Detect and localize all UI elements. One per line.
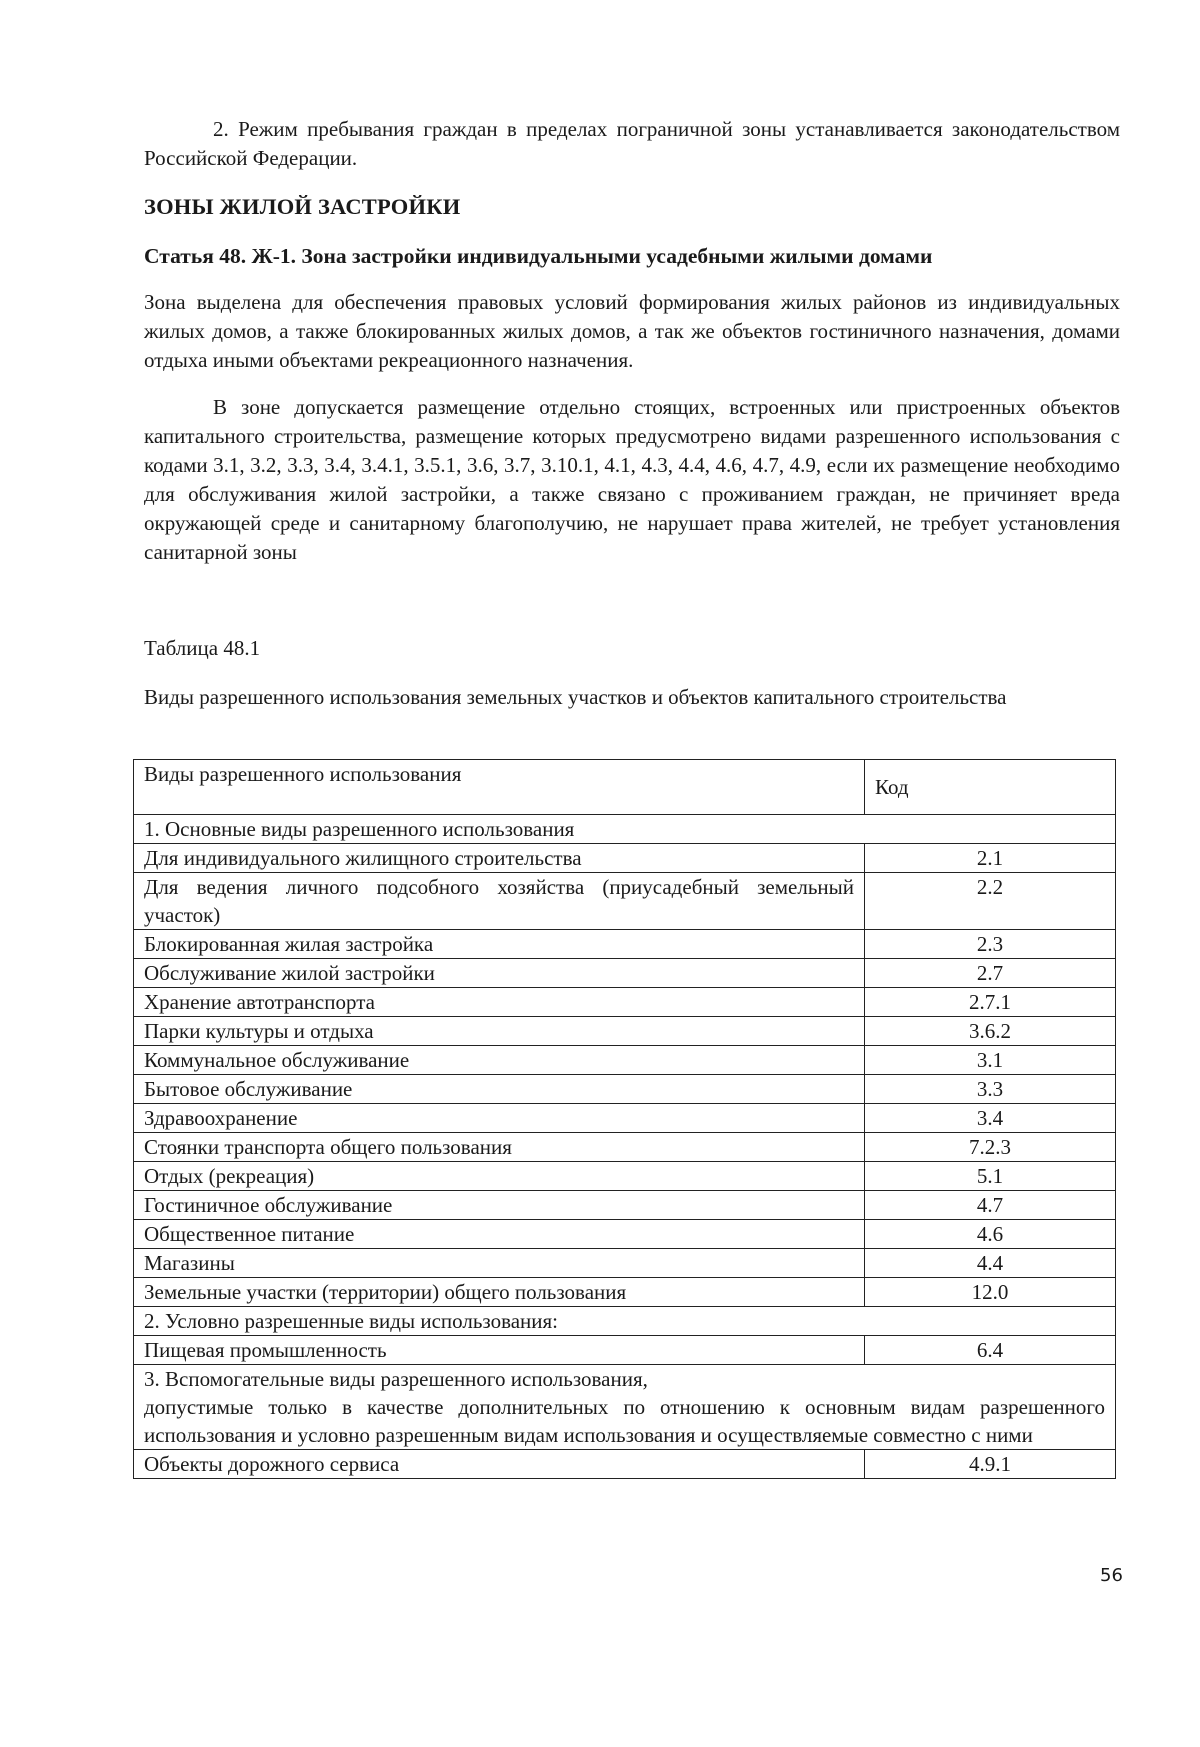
intro-paragraph: 2. Режим пребывания граждан в пределах пограничной зоны устанавливается законодательством Российской Федерации. bbox=[144, 117, 1120, 170]
group-conditional-label: 2. Условно разрешенные виды использования: bbox=[134, 1307, 1116, 1336]
code-cell: 3.4 bbox=[865, 1104, 1116, 1133]
use-cell: Отдых (рекреация) bbox=[134, 1162, 865, 1191]
use-cell: Парки культуры и отдыха bbox=[134, 1017, 865, 1046]
use-cell: Коммунальное обслуживание bbox=[134, 1046, 865, 1075]
code-cell: 2.2 bbox=[865, 873, 1116, 930]
code-cell: 6.4 bbox=[865, 1336, 1116, 1365]
article-title: Статья 48. Ж-1. Зона застройки индивидуальными усадебными жилыми домами bbox=[144, 244, 933, 268]
use-cell: Здравоохранение bbox=[134, 1104, 865, 1133]
use-cell: Хранение автотранспорта bbox=[134, 988, 865, 1017]
code-cell: 5.1 bbox=[865, 1162, 1116, 1191]
code-cell: 4.7 bbox=[865, 1191, 1116, 1220]
page-number: 56 bbox=[1100, 1565, 1123, 1586]
table-caption: Таблица 48.1 bbox=[144, 636, 261, 660]
use-cell: Общественное питание bbox=[134, 1220, 865, 1249]
table-row bbox=[134, 1017, 1116, 1046]
code-cell: 2.1 bbox=[865, 844, 1116, 873]
header-code: Код bbox=[865, 760, 1116, 815]
group-row bbox=[134, 815, 1116, 844]
use-cell: Земельные участки (территории) общего пользования bbox=[134, 1278, 865, 1307]
table-row bbox=[134, 1450, 1116, 1479]
use-cell: Для ведения личного подсобного хозяйства (приусадебный земельный участок) bbox=[134, 873, 865, 930]
use-cell: Блокированная жилая застройка bbox=[134, 930, 865, 959]
table-row bbox=[134, 1046, 1116, 1075]
group-row bbox=[134, 1365, 1116, 1450]
code-cell: 2.7.1 bbox=[865, 988, 1116, 1017]
placement-paragraph: В зоне допускается размещение отдельно стоящих, встроенных или пристроенных объектов капитального строительства, размещение которых предусмотрено видами разрешенного использования с кодами 3.1, 3.2, 3.3, 3.4, 3.4.1, 3.5.1, 3.6, 3.7, 3.10.1, 4.1, 4.3, 4.4, 4.6, 4.7, 4.9, если их размещение необходимо для обслуживания жилой застройки, а также связано с проживанием граждан, не причиняет вреда окружающей среде и санитарному благополучию, не нарушает права жителей, не требует установления санитарной зоны bbox=[144, 395, 1120, 564]
table-row bbox=[134, 873, 1116, 930]
table-row bbox=[134, 1133, 1116, 1162]
table-row bbox=[134, 1278, 1116, 1307]
group-auxiliary-line2: допустимые только в качестве дополнительных по отношению к основным видам разрешенного использования и условно разрешенным видам использования и осуществляемые совместно с ними bbox=[144, 1395, 1105, 1447]
table-row bbox=[134, 1220, 1116, 1249]
table-row bbox=[134, 988, 1116, 1017]
table-row bbox=[134, 930, 1116, 959]
use-cell: Стоянки транспорта общего пользования bbox=[134, 1133, 865, 1162]
section-title: ЗОНЫ ЖИЛОЙ ЗАСТРОЙКИ bbox=[144, 194, 461, 219]
use-cell: Бытовое обслуживание bbox=[134, 1075, 865, 1104]
code-cell: 2.3 bbox=[865, 930, 1116, 959]
code-cell: 3.1 bbox=[865, 1046, 1116, 1075]
use-cell: Обслуживание жилой застройки bbox=[134, 959, 865, 988]
table-title: Виды разрешенного использования земельных участков и объектов капитального строительства bbox=[144, 685, 1007, 709]
use-cell: Для индивидуального жилищного строительства bbox=[134, 844, 865, 873]
table-row bbox=[134, 959, 1116, 988]
permitted-uses-table bbox=[133, 759, 1116, 1479]
table-row bbox=[134, 1249, 1116, 1278]
group-main-label: 1. Основные виды разрешенного использования bbox=[134, 815, 1116, 844]
zone-description: Зона выделена для обеспечения правовых условий формирования жилых районов из индивидуальных жилых домов, а также блокированных жилых домов, а так же объектов гостиничного назначения, домами отдыха иными объектами рекреационного назначения. bbox=[144, 290, 1120, 372]
code-cell: 2.7 bbox=[865, 959, 1116, 988]
use-cell: Магазины bbox=[134, 1249, 865, 1278]
table-row bbox=[134, 1104, 1116, 1133]
use-cell: Гостиничное обслуживание bbox=[134, 1191, 865, 1220]
use-cell: Пищевая промышленность bbox=[134, 1336, 865, 1365]
table-row bbox=[134, 1075, 1116, 1104]
code-cell: 12.0 bbox=[865, 1278, 1116, 1307]
code-cell: 4.6 bbox=[865, 1220, 1116, 1249]
header-use: Виды разрешенного использования bbox=[134, 760, 865, 815]
code-cell: 3.6.2 bbox=[865, 1017, 1116, 1046]
group-row bbox=[134, 1307, 1116, 1336]
use-cell: Объекты дорожного сервиса bbox=[134, 1450, 865, 1479]
group-auxiliary-line1: 3. Вспомогательные виды разрешенного использования, bbox=[144, 1367, 648, 1391]
table-row bbox=[134, 1162, 1116, 1191]
code-cell: 4.4 bbox=[865, 1249, 1116, 1278]
group-auxiliary-label bbox=[134, 1365, 1116, 1450]
table-row bbox=[134, 1191, 1116, 1220]
table-row bbox=[134, 1336, 1116, 1365]
table-header-row bbox=[134, 760, 1116, 815]
code-cell: 3.3 bbox=[865, 1075, 1116, 1104]
code-cell: 4.9.1 bbox=[865, 1450, 1116, 1479]
code-cell: 7.2.3 bbox=[865, 1133, 1116, 1162]
table-row bbox=[134, 844, 1116, 873]
